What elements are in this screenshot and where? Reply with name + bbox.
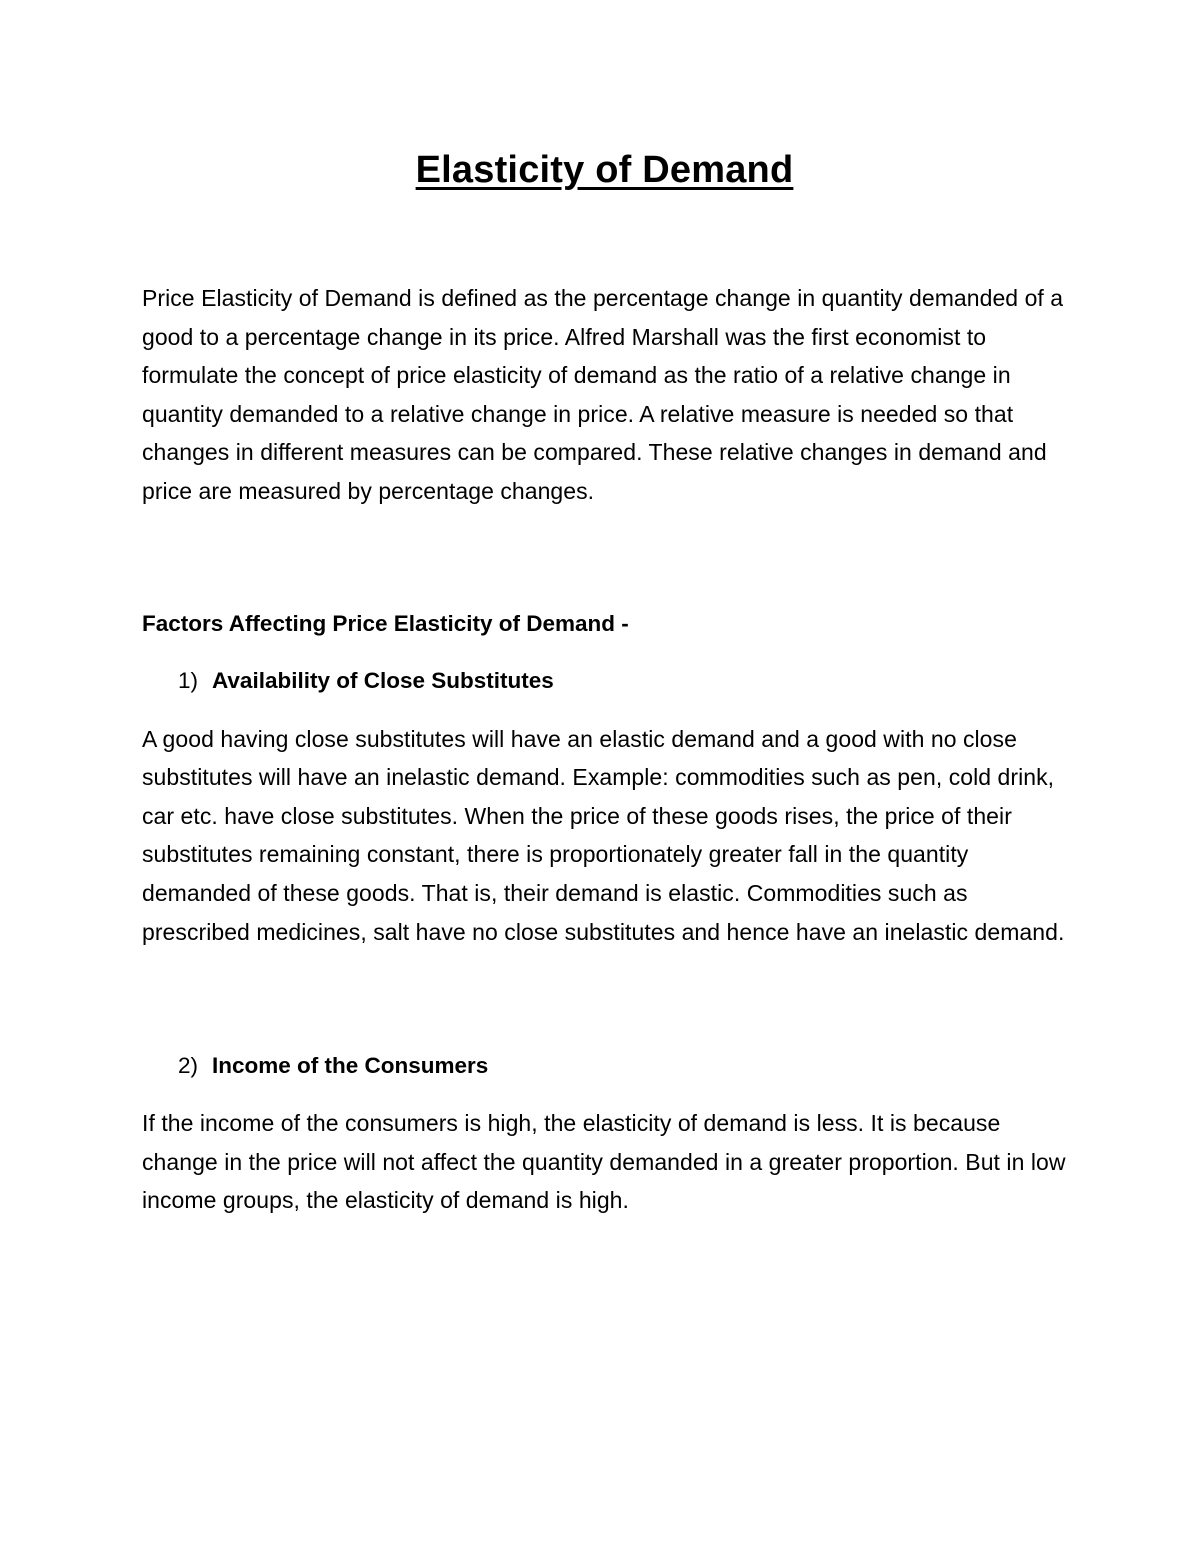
- intro-paragraph: Price Elasticity of Demand is defined as the percentage change in quantity demanded of a good to a percentage change in its price. Alfred Marshall was the first economist to formulate the concept of price elasticity of demand as the ratio of a relative change in quantity demanded to a relative change in price. A relative measure is needed so that changes in different measures can be compared. These relative changes in demand and price are measured by percentage changes.: [142, 285, 1064, 504]
- factors-heading: Factors Affecting Price Elasticity of Demand -: [142, 610, 629, 636]
- factor-body-2: If the income of the consumers is high, the elasticity of demand is less. It is because change in the price will not affect the quantity demanded in a greater proportion. But in low income groups, the elasticity of demand is high.: [142, 1110, 1066, 1214]
- factor-number-1: 1): [178, 667, 199, 693]
- document-title: Elasticity of Demand: [415, 149, 794, 191]
- factor-number-2: 2): [178, 1053, 199, 1079]
- factor-heading-2: [142, 1047, 1067, 1085]
- factor-heading-1: [142, 662, 1067, 700]
- factor-title-2: Income of the Consumers: [212, 1053, 489, 1079]
- factor-body-1: A good having close substitutes will have an elastic demand and a good with no close substitutes will have an inelastic demand. Example: commodities such as pen, cold drink, car etc. have close substitutes. When the price of these goods rises, the price of their substitutes remaining constant, there is proportionately greater fall in the quantity demanded of these goods. That is, their demand is elastic. Commodities such as prescribed medicines, salt have no close substitutes and hence have an inelastic demand.: [142, 725, 1065, 945]
- factor-title-1: Availability of Close Substitutes: [212, 667, 554, 693]
- document-content: [142, 140, 1067, 1220]
